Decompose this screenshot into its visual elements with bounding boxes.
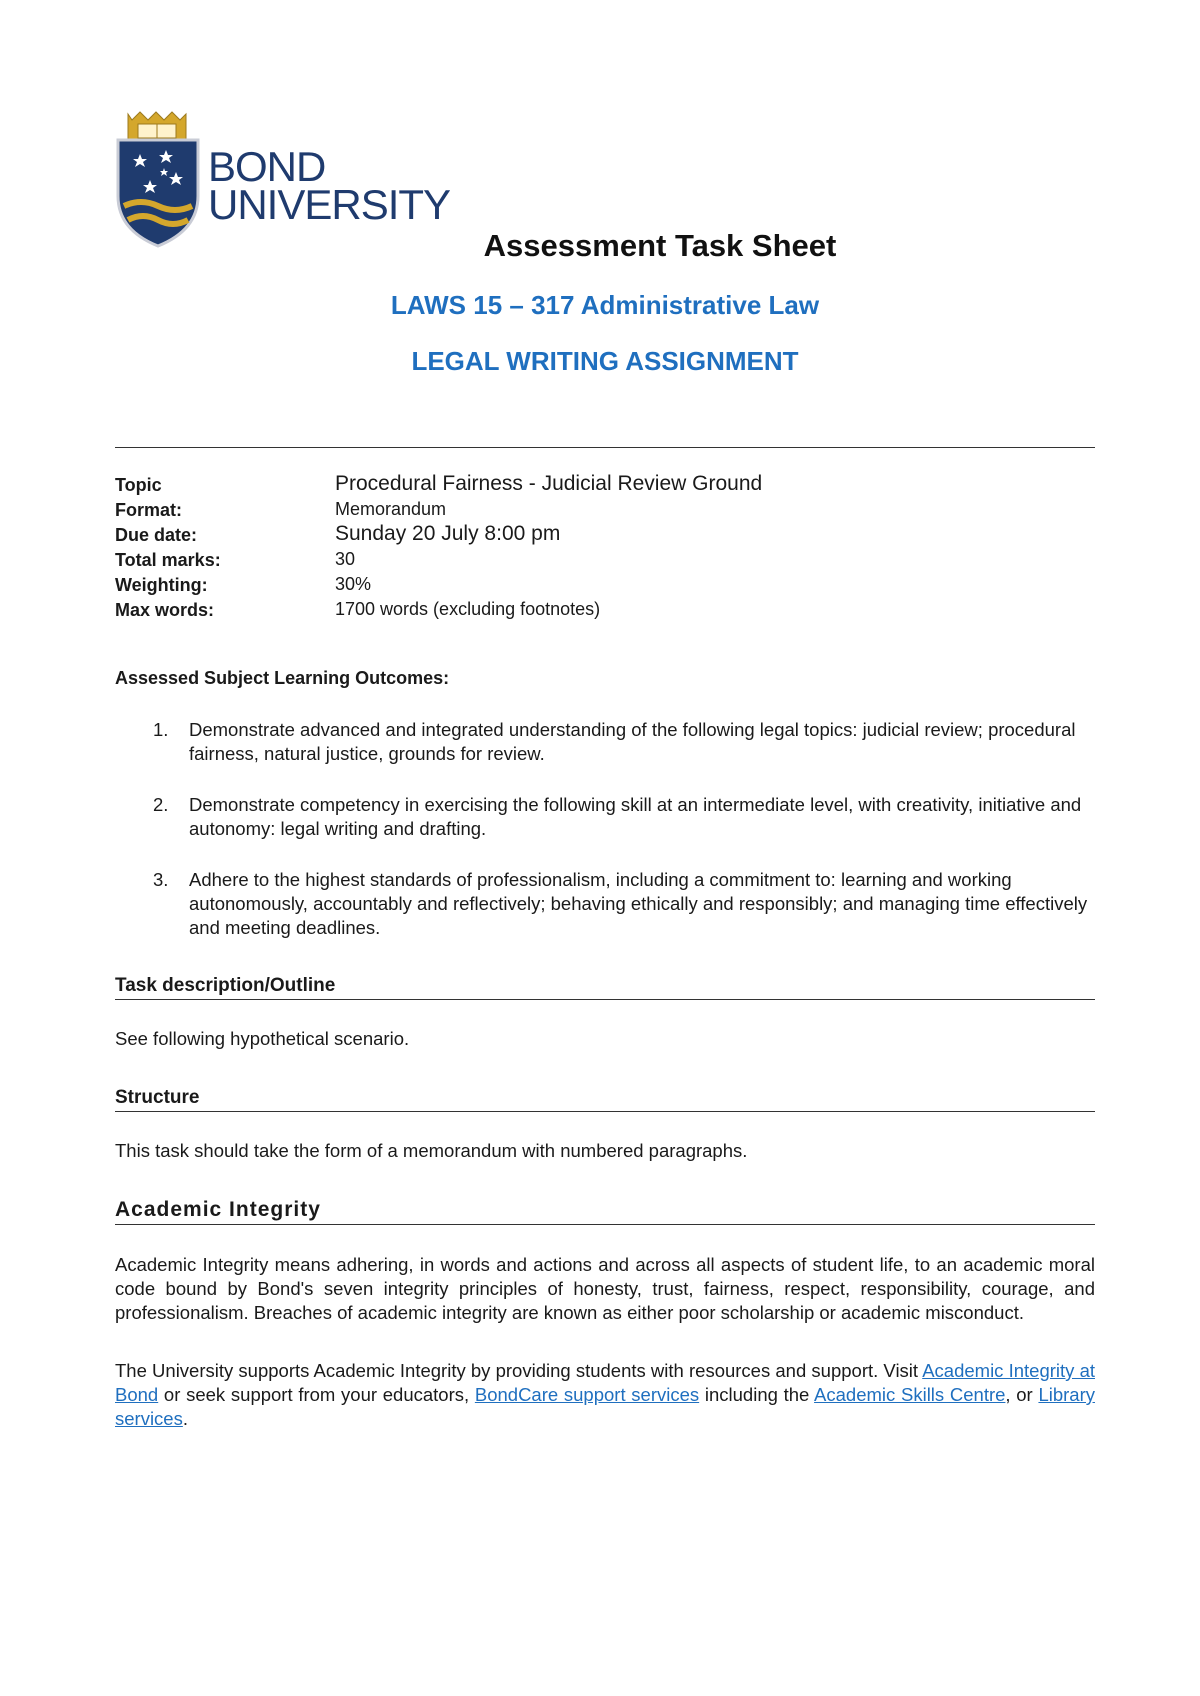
- text-segment: The University supports Academic Integrity by providing students with resources and support. Visit: [115, 1360, 923, 1381]
- list-item: [115, 718, 1095, 766]
- list-item: [115, 868, 1095, 940]
- assessment-details: [115, 472, 1095, 622]
- detail-row-format: [115, 497, 1095, 522]
- academic-integrity-link[interactable]: Academic Integrity at Bond: [115, 1360, 1095, 1405]
- assignment-title: LEGAL WRITING ASSIGNMENT: [411, 346, 799, 376]
- page-title: Assessment Task Sheet: [483, 228, 837, 263]
- integrity-paragraph-1: Academic Integrity means adhering, in words and actions and across all aspects of student life, to an academic moral code bound by Bond's seven integrity principles of honesty, trust, fairness, respect, responsibility, courage, and professionalism. Breaches of academic integrity are known as either poor scholarship or academic misconduct.: [115, 1254, 1095, 1323]
- outcomes-list: [115, 718, 1095, 967]
- detail-row-total-marks: [115, 547, 1095, 572]
- detail-row-max-words: [115, 597, 1095, 622]
- detail-label: Total marks:: [115, 550, 221, 570]
- list-item-number: 1.: [153, 719, 169, 740]
- task-heading: Task description/Outline: [115, 975, 1095, 1000]
- course-title: LAWS 15 – 317 Administrative Law: [390, 290, 820, 320]
- detail-row-topic: [115, 472, 1095, 497]
- detail-label: Max words:: [115, 600, 215, 620]
- integrity-paragraph-2: [115, 1359, 1095, 1431]
- detail-value: 30%: [335, 574, 372, 594]
- text-segment: .: [182, 1408, 188, 1429]
- detail-value: Memorandum: [335, 499, 447, 519]
- list-item-number: 2.: [153, 794, 169, 815]
- detail-label: Topic: [115, 475, 162, 495]
- library-services-link[interactable]: Library services: [115, 1384, 1095, 1429]
- detail-row-weighting: [115, 572, 1095, 597]
- detail-value: Procedural Fairness - Judicial Review Ground: [335, 472, 763, 495]
- integrity-heading: Academic Integrity: [115, 1198, 1095, 1225]
- list-item-text: Demonstrate advanced and integrated understanding of the following legal topics: judicial review; procedural fairness, natural justice, grounds for review.: [189, 719, 1076, 764]
- text-segment: , or: [1005, 1384, 1039, 1405]
- outcomes-heading: Assessed Subject Learning Outcomes:: [115, 668, 450, 688]
- logo-line-1: BOND: [208, 143, 326, 190]
- detail-row-due-date: [115, 522, 1095, 547]
- bondcare-support-link[interactable]: BondCare support services: [474, 1384, 700, 1405]
- logo-line-2: UNIVERSITY: [208, 181, 451, 228]
- list-item-text: Demonstrate competency in exercising the following skill at an intermediate level, with creativity, initiative and autonomy: legal writing and drafting.: [189, 794, 1082, 839]
- detail-value: 30: [335, 549, 356, 569]
- structure-text: This task should take the form of a memorandum with numbered paragraphs.: [115, 1140, 748, 1161]
- header-divider: [115, 447, 1095, 448]
- structure-heading: Structure: [115, 1087, 1095, 1112]
- detail-label: Format:: [115, 500, 182, 520]
- detail-label: Weighting:: [115, 575, 208, 595]
- detail-label: Due date:: [115, 525, 198, 545]
- detail-value: 1700 words (excluding footnotes): [335, 599, 601, 619]
- list-item-text: Adhere to the highest standards of professionalism, including a commitment to: learning and working autonomously, accountably and reflectively; behaving ethically and responsibly; and managing time effectively and meeting deadlines.: [189, 869, 1088, 938]
- list-item: [115, 793, 1095, 841]
- detail-value: Sunday 20 July 8:00 pm: [335, 522, 561, 545]
- text-segment: or seek support from your educators,: [158, 1384, 475, 1405]
- task-text: See following hypothetical scenario.: [115, 1028, 410, 1049]
- academic-skills-centre-link[interactable]: Academic Skills Centre: [814, 1384, 1006, 1405]
- text-segment: including the: [699, 1384, 815, 1405]
- list-item-number: 3.: [153, 869, 169, 890]
